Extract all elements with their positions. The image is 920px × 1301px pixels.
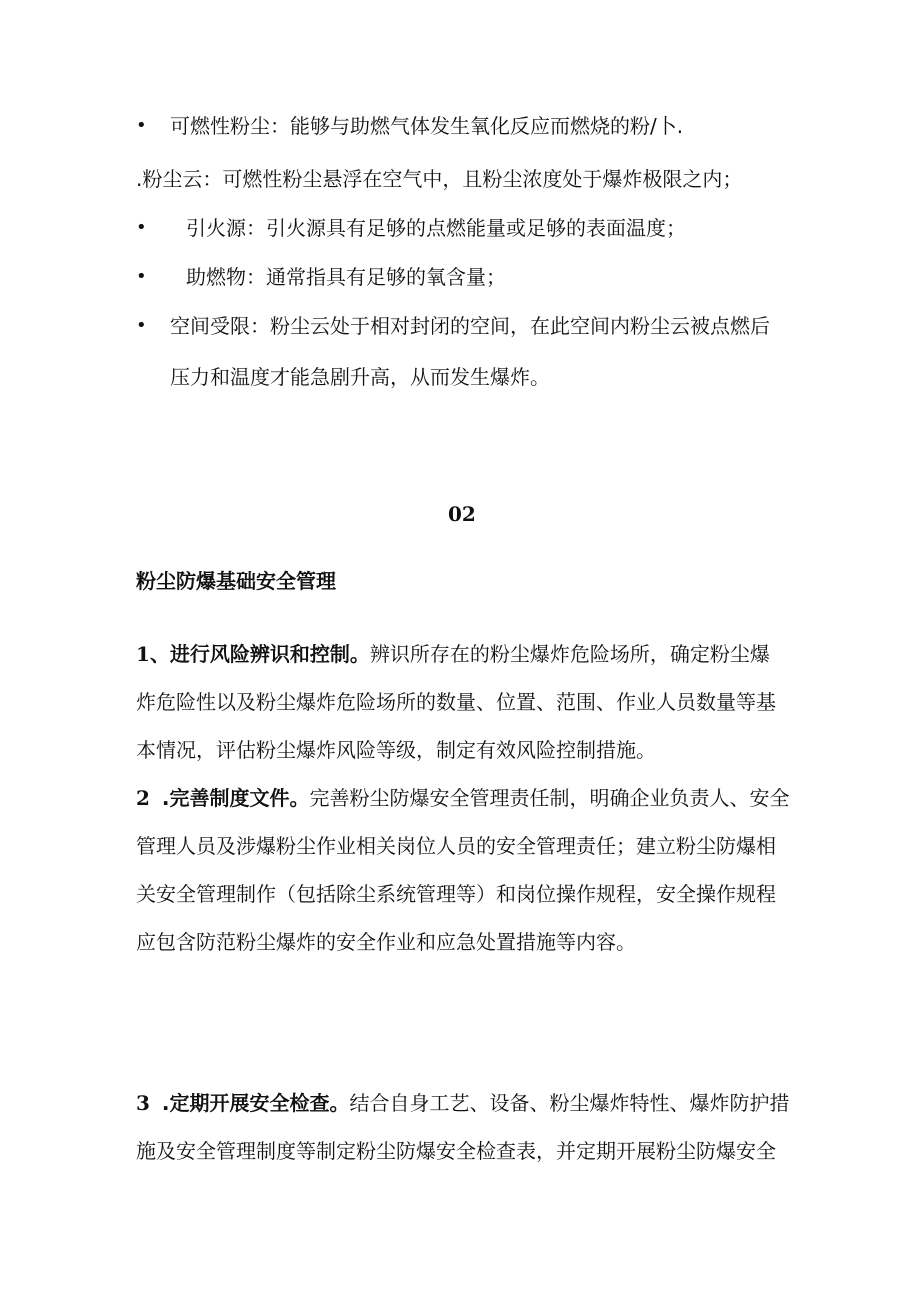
item-1-title: 进行风险辨识和控制。 [169,642,370,666]
item-2-line: 管理人员及涉爆粉尘作业相关岗位人员的安全管理责任；建立粉尘防爆相 [136,834,776,858]
item-2-line: 关安全管理制作（包括除尘系统管理等）和岗位操作规程，安全操作规程 [136,882,776,906]
item-1-line: 本情况，评估粉尘爆炸风险等级，制定有效风险控制措施。 [136,738,656,762]
item-3-title: .定期开展安全检查。 [161,1091,350,1115]
item-2-number: 2 [136,786,150,810]
bullet-confined-space-line2: 压力和温度才能急剧升高，从而发生爆炸。 [170,365,550,389]
bullet-marker: • [136,315,147,336]
item-1-number: 1、 [136,642,170,666]
item-2-title: .完善制度文件。 [161,786,310,810]
bullet-marker: • [136,266,147,287]
item-1-line: 炸危险性以及粉尘爆炸危险场所的数量、位置、范围、作业人员数量等基 [136,690,776,714]
item-3-first-line [136,1090,790,1116]
item-2-line: 应包含防范粉尘爆炸的安全作业和应急处置措施等内容。 [136,930,636,954]
bullet-confined-space-line1: 空间受限：粉尘云处于相对封闭的空间，在此空间内粉尘云被点燃后 [170,314,770,338]
bullet-marker: • [136,115,147,136]
item-2-text: 完善粉尘防爆安全管理责任制，明确企业负责人、安全 [309,786,790,810]
bullet-combustible-dust: 可燃性粉尘：能够与助燃气体发生氧化反应而燃烧的粉/卜. [170,114,684,138]
section-title: 粉尘防爆基础安全管理 [136,569,336,593]
bullet-dust-cloud: .粉尘云：可燃性粉尘悬浮在空气中，且粉尘浓度处于爆炸极限之内； [136,167,743,191]
bullet-marker: • [136,217,147,238]
item-3-number: 3 [136,1091,150,1115]
item-1-first-line [136,641,770,667]
section-number: 02 [448,502,476,526]
item-1-text: 辨识所存在的粉尘爆炸危险场所，确定粉尘爆 [369,642,770,666]
bullet-ignition-source: 引火源：引火源具有足够的点燃能量或足够的表面温度； [186,216,686,240]
item-3-line: 施及安全管理制度等制定粉尘防爆安全检查表，并定期开展粉尘防爆安全 [136,1139,776,1163]
item-3-text: 结合自身工艺、设备、粉尘爆炸特性、爆炸防护措 [349,1091,790,1115]
item-2-first-line [136,785,790,811]
bullet-oxidizer: 助燃物：通常指具有足够的氧含量； [186,265,506,289]
